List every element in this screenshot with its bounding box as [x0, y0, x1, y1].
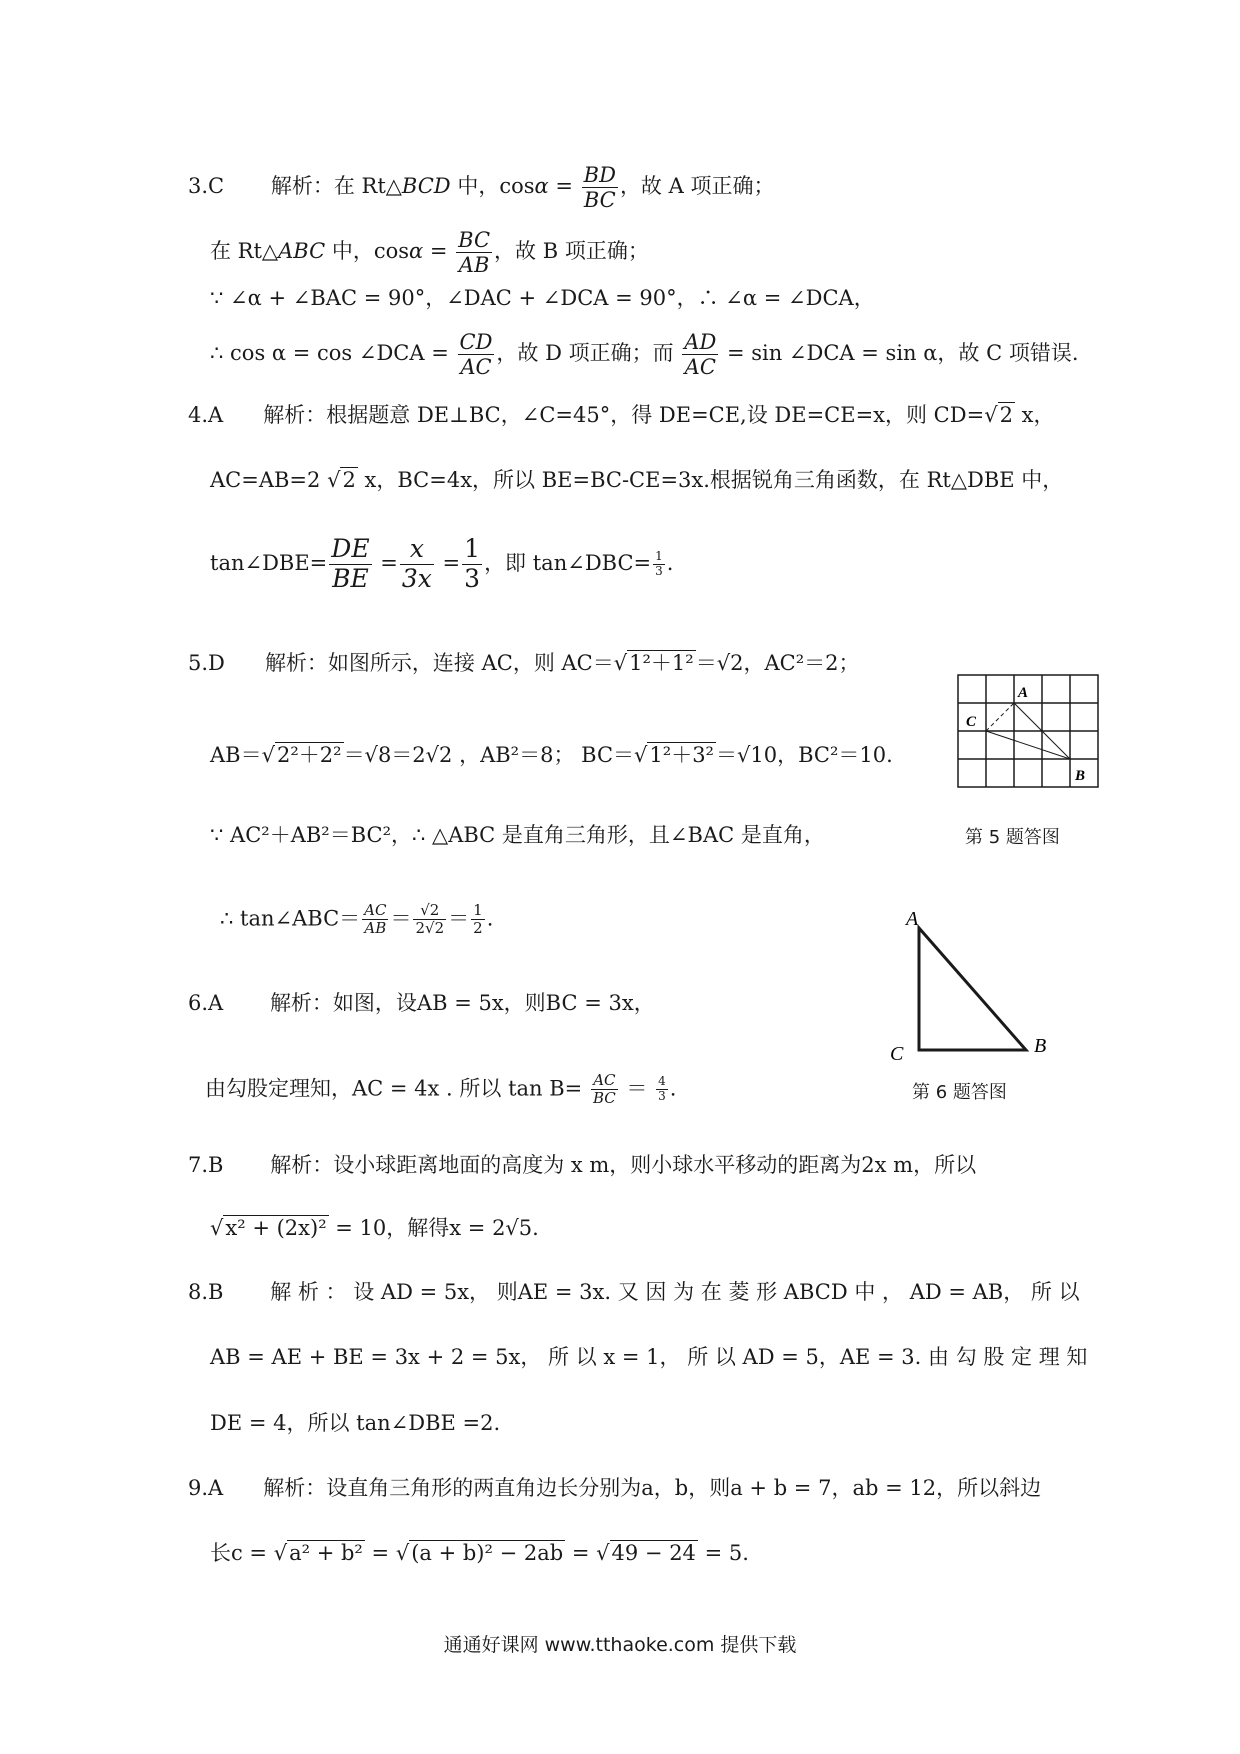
q9-line1: 9.A 解析：设直角三角形的两直角边长分别为a，b，则a + b = 7，ab = 12，所以斜边	[188, 1476, 1042, 1500]
q3-line3: ∵ ∠α + ∠BAC = 90°，∠DAC + ∠DCA = 90°，∴ ∠α = ∠DCA，	[210, 286, 875, 310]
q5-label-c: C	[966, 714, 977, 730]
q3-line4: ∴ cos α = cos ∠DCA = $\frac{CD}{AC}$ ，故 D 项正确；而 $\frac{AD}{AC}$ = sin ∠DCA = sin α，故 C 项错误.	[210, 330, 1079, 380]
fraction: $\frac{AC}{BC}$	[592, 1071, 616, 1108]
q4-number: 4.A	[188, 403, 224, 427]
q6-number: 6.A	[188, 991, 224, 1015]
q5-number: 5.D	[188, 651, 225, 675]
radical: √2	[984, 403, 1013, 427]
fraction: $\frac{1}{2}$	[473, 901, 483, 938]
q5-label-a: A	[1018, 685, 1029, 701]
fraction: $\frac{x}{3x}$	[401, 534, 432, 593]
q6-line1: 6.A 解析：如图，设AB = 5x，则BC = 3x，	[188, 991, 655, 1015]
q4-line1: 4.A 解析：根据题意 DE⊥BC，∠C=45°，得 DE=CE,设 DE=CE=x，则 CD=√2 x，	[188, 400, 1054, 430]
fraction: $\frac{BC}{AB}$	[458, 228, 491, 278]
q8-line2: AB = AE + BE = 3x + 2 = 5x， 所 以 x = 1， 所 以 AD = 5，AE = 3. 由 勾 股 定 理 知	[210, 1345, 1088, 1369]
radical: √1²＋1²	[613, 651, 694, 675]
q6-line2: 由勾股定理知，AC = 4x . 所以 tan B= $\frac{AC}{BC}$ ＝ $\frac{4}{3}$ .	[205, 1071, 677, 1108]
q6-label-a: A	[906, 908, 919, 930]
q8-number: 8.B	[188, 1280, 224, 1304]
q6-label-b: B	[1034, 1035, 1047, 1057]
q3-line2: 在 Rt△ABC 中，cosα = $\frac{BC}{AB}$ ，故 B 项正确；	[210, 228, 649, 278]
radical: √2	[327, 468, 356, 492]
q7-number: 7.B	[188, 1153, 224, 1177]
radical: √49 − 24	[596, 1541, 696, 1565]
q4-line2: AC=AB=2 √2 x，BC=4x，所以 BE=BC-CE=3x.根据锐角三角函数，在 Rt△DBE 中，	[210, 465, 1063, 495]
fraction: $\frac{1}{3}$	[464, 534, 481, 593]
q6-caption: 第 6 题答图	[912, 1082, 1007, 1103]
radical: √1²＋3²	[634, 743, 714, 767]
fraction: $\frac{√2}{2√2}$	[415, 901, 445, 938]
fraction: $\frac{DE}{BE}$	[331, 534, 370, 593]
q9-number: 9.A	[188, 1476, 224, 1500]
radical: √2²＋2²	[261, 743, 342, 767]
q4-line3: tan∠DBE= $\frac{DE}{BE}$ = $\frac{x}{3x}$ = $\frac{1}{3}$ ，即 tan∠DBC= $\frac{1}{3}$ .	[210, 534, 674, 593]
fraction: $\frac{4}{3}$	[658, 1074, 666, 1104]
radical: √a² + b²	[273, 1541, 363, 1565]
q5-grid-figure	[955, 672, 1105, 792]
radical: √x² + (2x)²	[210, 1216, 327, 1240]
q8-line3: DE = 4，所以 tan∠DBE =2.	[210, 1411, 501, 1435]
q7-line1: 7.B 解析：设小球距离地面的高度为 x m，则小球水平移动的距离为2x m，所以	[188, 1153, 977, 1177]
q5-label-b: B	[1075, 768, 1086, 784]
q7-line2: √x² + (2x)² = 10，解得x = 2√5.	[210, 1213, 539, 1243]
q5-line1: 5.D 解析：如图所示，连接 AC，则 AC＝√1²＋1²＝√2，AC²＝2；	[188, 648, 859, 678]
q5-line3: ∵ AC²＋AB²＝BC²，∴ △ABC 是直角三角形，且∠BAC 是直角，	[210, 823, 825, 847]
fraction: $\frac{BD}{BC}$	[583, 163, 616, 213]
q8-line1: 8.B 解 析 ： 设 AD = 5x， 则AE = 3x. 又 因 为 在 菱 形 ABCD 中 ， AD = AB， 所 以	[188, 1280, 1080, 1304]
fraction: $\frac{AC}{AB}$	[364, 901, 387, 938]
q9-line2: 长c = √a² + b² = √(a + b)² − 2ab = √49 − 24 = 5.	[210, 1538, 749, 1568]
fraction: $\frac{AD}{AC}$	[684, 330, 717, 380]
fraction: $\frac{1}{3}$	[655, 548, 663, 578]
q3-line1: 3.C 解析：在 Rt△BCD 中，cosα = $\frac{BD}{BC}$ ，故 A 项正确；	[188, 163, 775, 213]
q6-label-c: C	[890, 1043, 904, 1065]
radical: √(a + b)² − 2ab	[395, 1541, 564, 1565]
q5-line2: AB＝√2²＋2²＝√8＝2√2 ，AB²＝8； BC＝√1²＋3²＝√10，BC²＝10.	[210, 740, 893, 770]
page-footer: 通通好课网 www.tthaoke.com 提供下载	[443, 1634, 797, 1656]
q6-triangle-figure	[880, 900, 1060, 1070]
q5-caption: 第 5 题答图	[965, 827, 1060, 848]
q5-line4: ∴ tan∠ABC＝ $\frac{AC}{AB}$ ＝ $\frac{√2}{2√2}$ ＝ $\frac{1}{2}$ .	[220, 901, 494, 938]
q3-number: 3.C	[188, 174, 225, 199]
fraction: $\frac{CD}{AC}$	[459, 330, 493, 380]
